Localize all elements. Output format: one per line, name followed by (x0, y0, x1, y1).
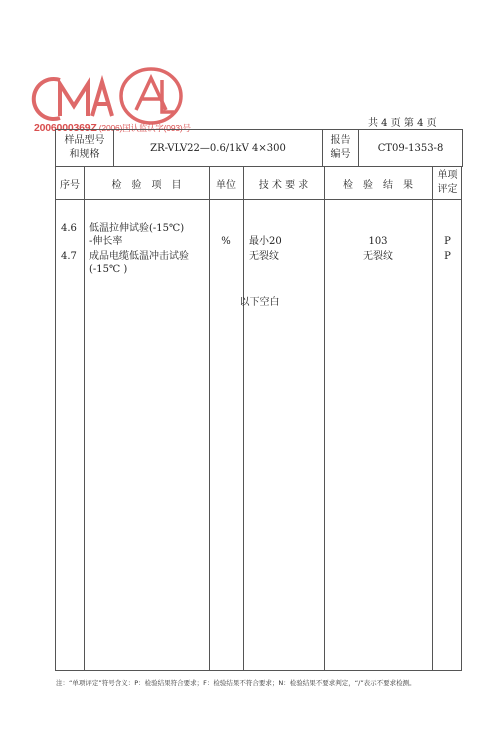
column-divider (84, 167, 85, 670)
row-item: 成品电缆低温冲击试验 (-15℃ ) (89, 251, 189, 275)
col-header-unit: 单位 (216, 180, 236, 191)
report-number: CT09-1353-8 (359, 130, 463, 167)
row-requirement: 无裂纹 (249, 251, 279, 262)
sample-value: ZR-VLV22—0.6/1kV 4×300 (114, 130, 323, 167)
row-result: 103 (368, 236, 388, 247)
row-unit: % (221, 236, 231, 247)
col-header-verdict: 单项 评定 (437, 170, 458, 195)
footnote: 注：“单项评定”符号含义：P：检验结果符合要求；F：检验结果不符合要求；N：检验结果不要求判定，“/”表示不要求检测。 (56, 679, 416, 687)
cma-stamp-logo (30, 72, 122, 124)
row-item: 低温拉伸试验(-15℃) -伸长率 (89, 223, 185, 247)
stamp-cert-number: 2006000369Z (34, 122, 97, 134)
col-header-result: 检 验 结 果 (343, 180, 413, 191)
sample-header-table (55, 129, 463, 167)
page-counter: 共 4 页 第 4 页 (368, 118, 437, 129)
row-requirement: 最小20 (249, 236, 282, 247)
report-label: 报告 编号 (323, 130, 359, 167)
blank-below-notice: 以下空白 (239, 297, 280, 308)
col-header-requirement: 技 术 要 求 (258, 180, 309, 191)
row-index: 4.7 (61, 251, 77, 262)
header-divider (56, 199, 461, 200)
column-divider (243, 167, 244, 670)
row-verdict: P (444, 251, 451, 262)
col-header-index: 序号 (60, 180, 80, 191)
sample-label: 样品型号 和规格 (56, 130, 114, 167)
row-index: 4.6 (61, 223, 77, 234)
cal-stamp-logo (118, 66, 184, 126)
row-result: 无裂纹 (363, 251, 393, 262)
stamp-cert-authority: (2006)国认监认字(093)号 (98, 123, 191, 133)
col-header-item: 检 验 项 目 (111, 180, 182, 191)
row-verdict: P (444, 236, 451, 247)
results-table (55, 166, 462, 671)
